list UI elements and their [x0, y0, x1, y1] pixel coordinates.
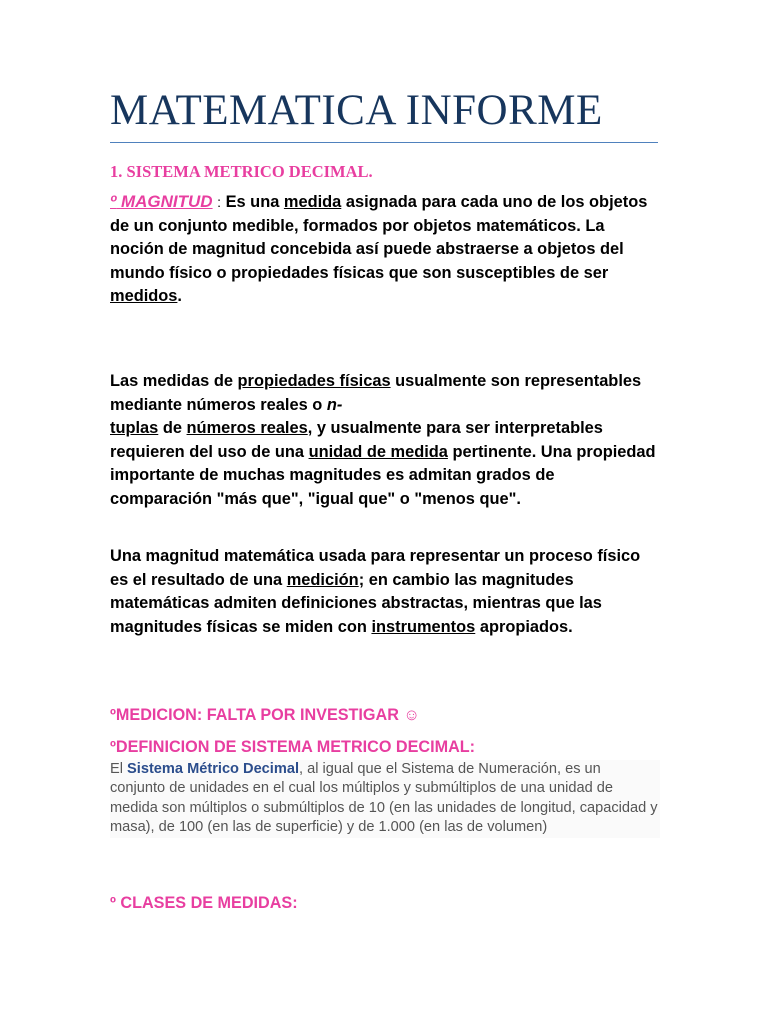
link-propiedades-fisicas[interactable]: propiedades físicas [237, 372, 391, 390]
title-divider [110, 142, 658, 143]
medicion-heading: ºMEDICION: FALTA POR INVESTIGAR ☺ [110, 706, 420, 724]
clases-heading: º CLASES DE MEDIDAS: [110, 894, 298, 912]
link-sistema-metrico-decimal[interactable]: Sistema Métrico Decimal [127, 761, 300, 777]
magnitud-paragraph: º MAGNITUD : Es una medida asignada para cada uno de los objetos de un conjunto medible, formados por objetos matemáticos. La noción de magnitud concebida así puede abstraerse a objetos del mundo físico o propiedades físicas que son susceptibles de ser medidos. [110, 192, 648, 306]
link-tuplas[interactable]: tuplas [110, 419, 159, 438]
term-separator: : [217, 194, 222, 210]
link-instrumentos[interactable]: instrumentos [371, 617, 476, 636]
section-heading: 1. SISTEMA METRICO DECIMAL. [110, 162, 373, 181]
link-medida[interactable]: medida [283, 193, 342, 211]
link-medidos[interactable]: medidos [110, 287, 178, 306]
definicion-heading: ºDEFINICION DE SISTEMA METRICO DECIMAL: [110, 738, 476, 756]
magnitud-term: º MAGNITUD [110, 192, 213, 211]
document-title: MATEMATICA INFORME [110, 87, 603, 134]
smiley-icon: ☺ [403, 706, 420, 724]
link-numeros-reales[interactable]: números reales [186, 419, 308, 438]
paragraph-medicion: Una magnitud matemática usada para representar un proceso físico es el resultado de una medición; en cambio las magnitudes matemáticas admiten definiciones abstractas, mientras que las magnitudes físicas se miden con instrumentos apropiados. [110, 547, 641, 636]
link-medicion[interactable]: medición [286, 570, 359, 589]
paragraph-propiedades: Las medidas de propiedades físicas usualmente son representables mediante números reales o n- tuplas de números reales, y usualmente para ser interpretables requieren del uso de una unidad de medida pertinente. Una propiedad importante de muchas magnitudes es admitan grados de comparación "más que", "igual que" o "menos que". [110, 372, 656, 508]
link-unidad-de-medida[interactable]: unidad de medida [308, 442, 448, 461]
definicion-text: El Sistema Métrico Decimal, al igual que el Sistema de Numeración, es un conjunto de unidades en el cual los múltiplos y submúltiplos de una unidad de medida son múltiplos o submúltiplos de 10 (en las unidades de longitud, capacidad y masa), de 100 (en las de superficie) y de 1.000 (en las de volumen) [110, 760, 660, 838]
n-tuplas-prefix: n- [326, 395, 343, 414]
